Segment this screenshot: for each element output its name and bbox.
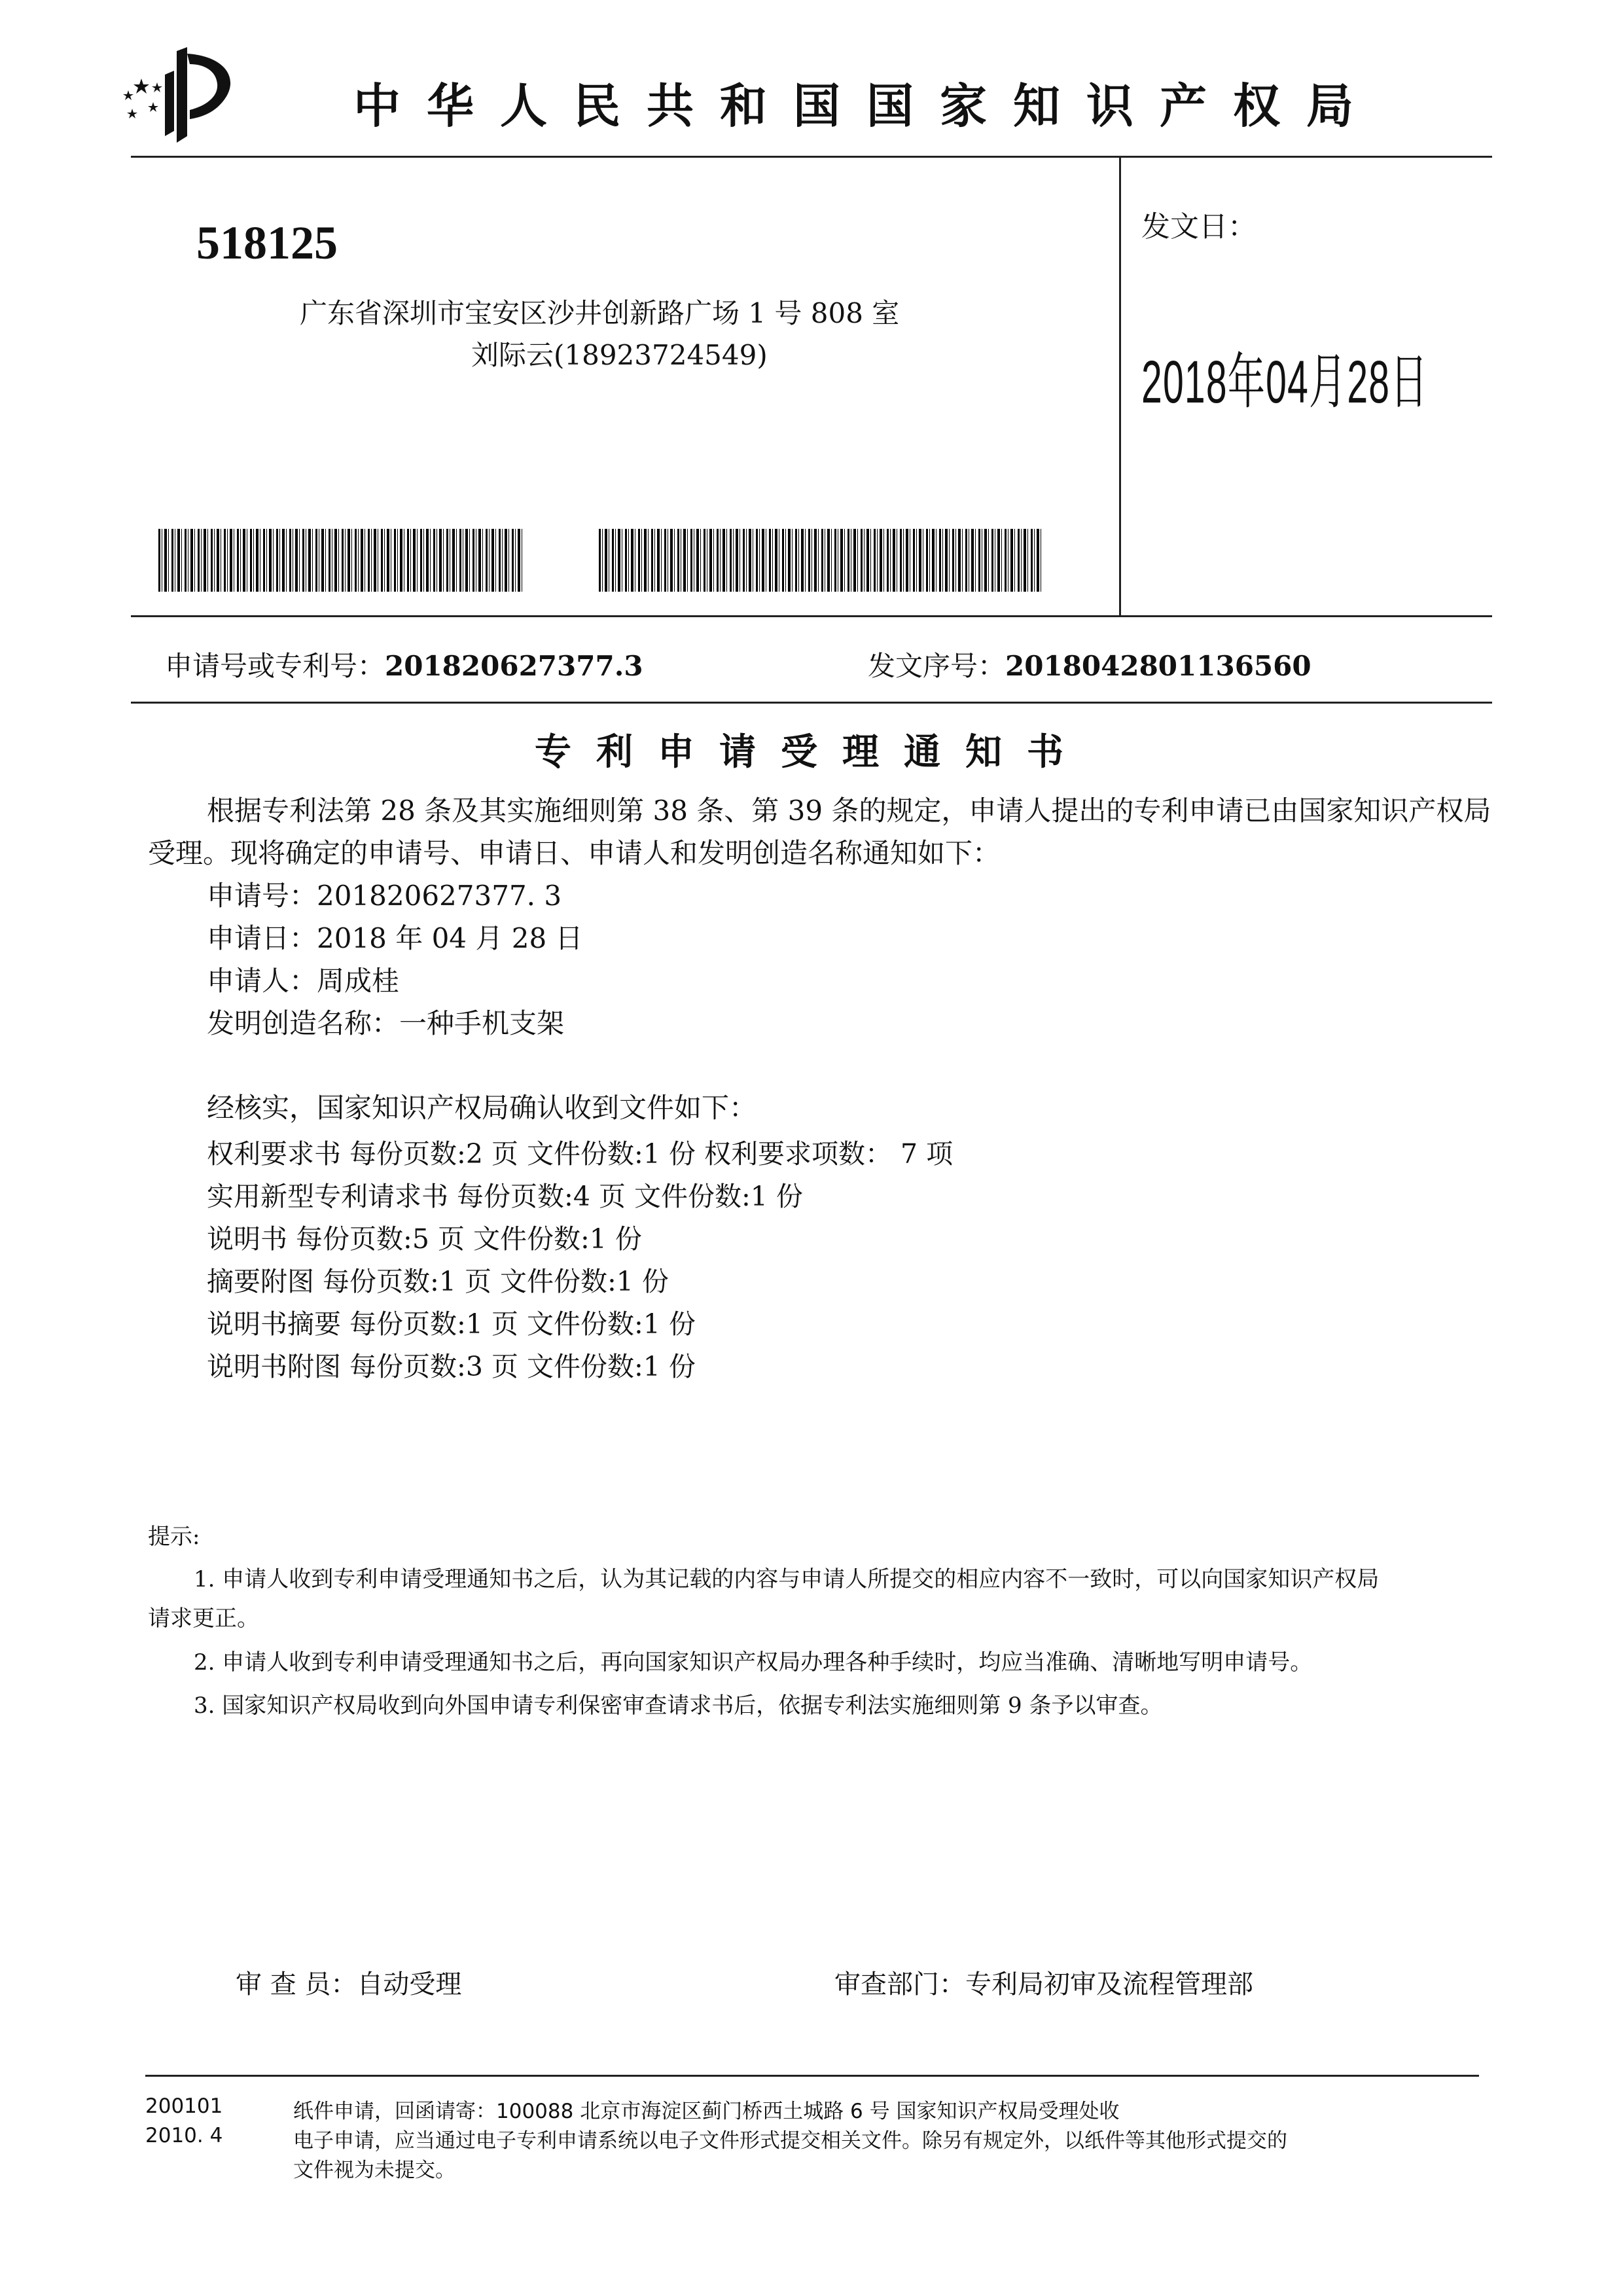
application-number-value: 201820627377.3: [385, 650, 643, 682]
recipient-address: 广东省深圳市宝安区沙井创新路广场 1 号 808 室: [300, 297, 900, 329]
notice-application-date: 申请日：2018 年 04 月 28 日: [207, 922, 583, 954]
notice-application-number: 申请号：201820627377. 3: [207, 880, 562, 912]
cnipa-emblem-icon: [119, 45, 250, 143]
application-number-label: 申请号或专利号：: [165, 650, 385, 682]
file-list-item: 摘要附图 每份页数:1 页 文件份数:1 份: [207, 1266, 669, 1297]
application-number: [165, 645, 643, 684]
footer-line-2: 电子申请，应当通过电子专利申请系统以电子文件形式提交相关文件。除另有规定外，以纸件等其他形式提交的: [293, 2129, 1287, 2153]
footer-rule: [145, 2075, 1479, 2077]
examination-department: 审查部门：专利局初审及流程管理部: [834, 1969, 1253, 2000]
footer-code-2: 2010. 4: [145, 2124, 223, 2147]
barcode-right: [599, 529, 1041, 592]
dispatch-date-value: 2018年04月28日: [1141, 349, 1429, 416]
recipient-contact: 刘际云(18923724549): [471, 339, 768, 371]
file-list-item: 说明书 每份页数:5 页 文件份数:1 份: [207, 1223, 642, 1255]
dispatch-serial: [868, 645, 1311, 684]
notice-title: 专利申请受理通知书: [535, 731, 1088, 774]
tips-label: 提示:: [148, 1524, 200, 1550]
file-list-item: 权利要求书 每份页数:2 页 文件份数:1 份 权利要求项数： 7 项: [207, 1138, 954, 1170]
meta-top-rule: [131, 615, 1492, 617]
notice-invention-name: 发明创造名称：一种手机支架: [207, 1007, 565, 1039]
footer-line-1: 纸件申请，回函请寄：100088 北京市海淀区蓟门桥西土城路 6 号 国家知识产权局受理处收: [293, 2100, 1120, 2123]
examiner: 审 查 员：自动受理: [236, 1969, 462, 2000]
dispatch-date-label: 发文日：: [1141, 210, 1257, 243]
tip-2: 2. 申请人收到专利申请受理通知书之后，再向国家知识产权局办理各种手续时，均应当准确、清晰地写明申请号。: [194, 1649, 1313, 1676]
receipt-intro: 经核实，国家知识产权局确认收到文件如下：: [207, 1092, 757, 1124]
meta-bottom-rule: [131, 702, 1492, 704]
tip-3: 3. 国家知识产权局收到向外国申请专利保密审查请求书后，依据专利法实施细则第 9 条予以审查。: [194, 1693, 1163, 1719]
file-list-item: 实用新型专利请求书 每份页数:4 页 文件份数:1 份: [207, 1181, 803, 1212]
footer-code-1: 200101: [145, 2094, 223, 2118]
notice-intro-line2: 受理。现将确定的申请号、申请日、申请人和发明创造名称通知如下：: [148, 837, 1001, 869]
file-list-item: 说明书附图 每份页数:3 页 文件份数:1 份: [207, 1351, 696, 1382]
dispatch-serial-value: 2018042801136560: [1005, 650, 1311, 682]
tip-1-line1: 1. 申请人收到专利申请受理通知书之后，认为其记载的内容与申请人所提交的相应内容不一致时，可以向国家知识产权局: [194, 1566, 1380, 1592]
date-box-divider: [1119, 157, 1121, 615]
dispatch-serial-label: 发文序号：: [868, 650, 1006, 682]
notice-applicant: 申请人：周成桂: [207, 965, 400, 997]
office-title: 中华人民共和国国家知识产权局: [353, 79, 1380, 134]
notice-intro-line1: 根据专利法第 28 条及其实施细则第 38 条、第 39 条的规定，申请人提出的专利申请已由国家知识产权局: [207, 795, 1491, 827]
tip-1-line2: 请求更正。: [148, 1605, 259, 1632]
header-rule: [131, 156, 1492, 158]
file-list-item: 说明书摘要 每份页数:1 页 文件份数:1 份: [207, 1308, 696, 1340]
barcode-left: [158, 529, 525, 592]
recipient-postcode: 518125: [196, 217, 338, 269]
footer-line-3: 文件视为未提交。: [293, 2159, 455, 2182]
